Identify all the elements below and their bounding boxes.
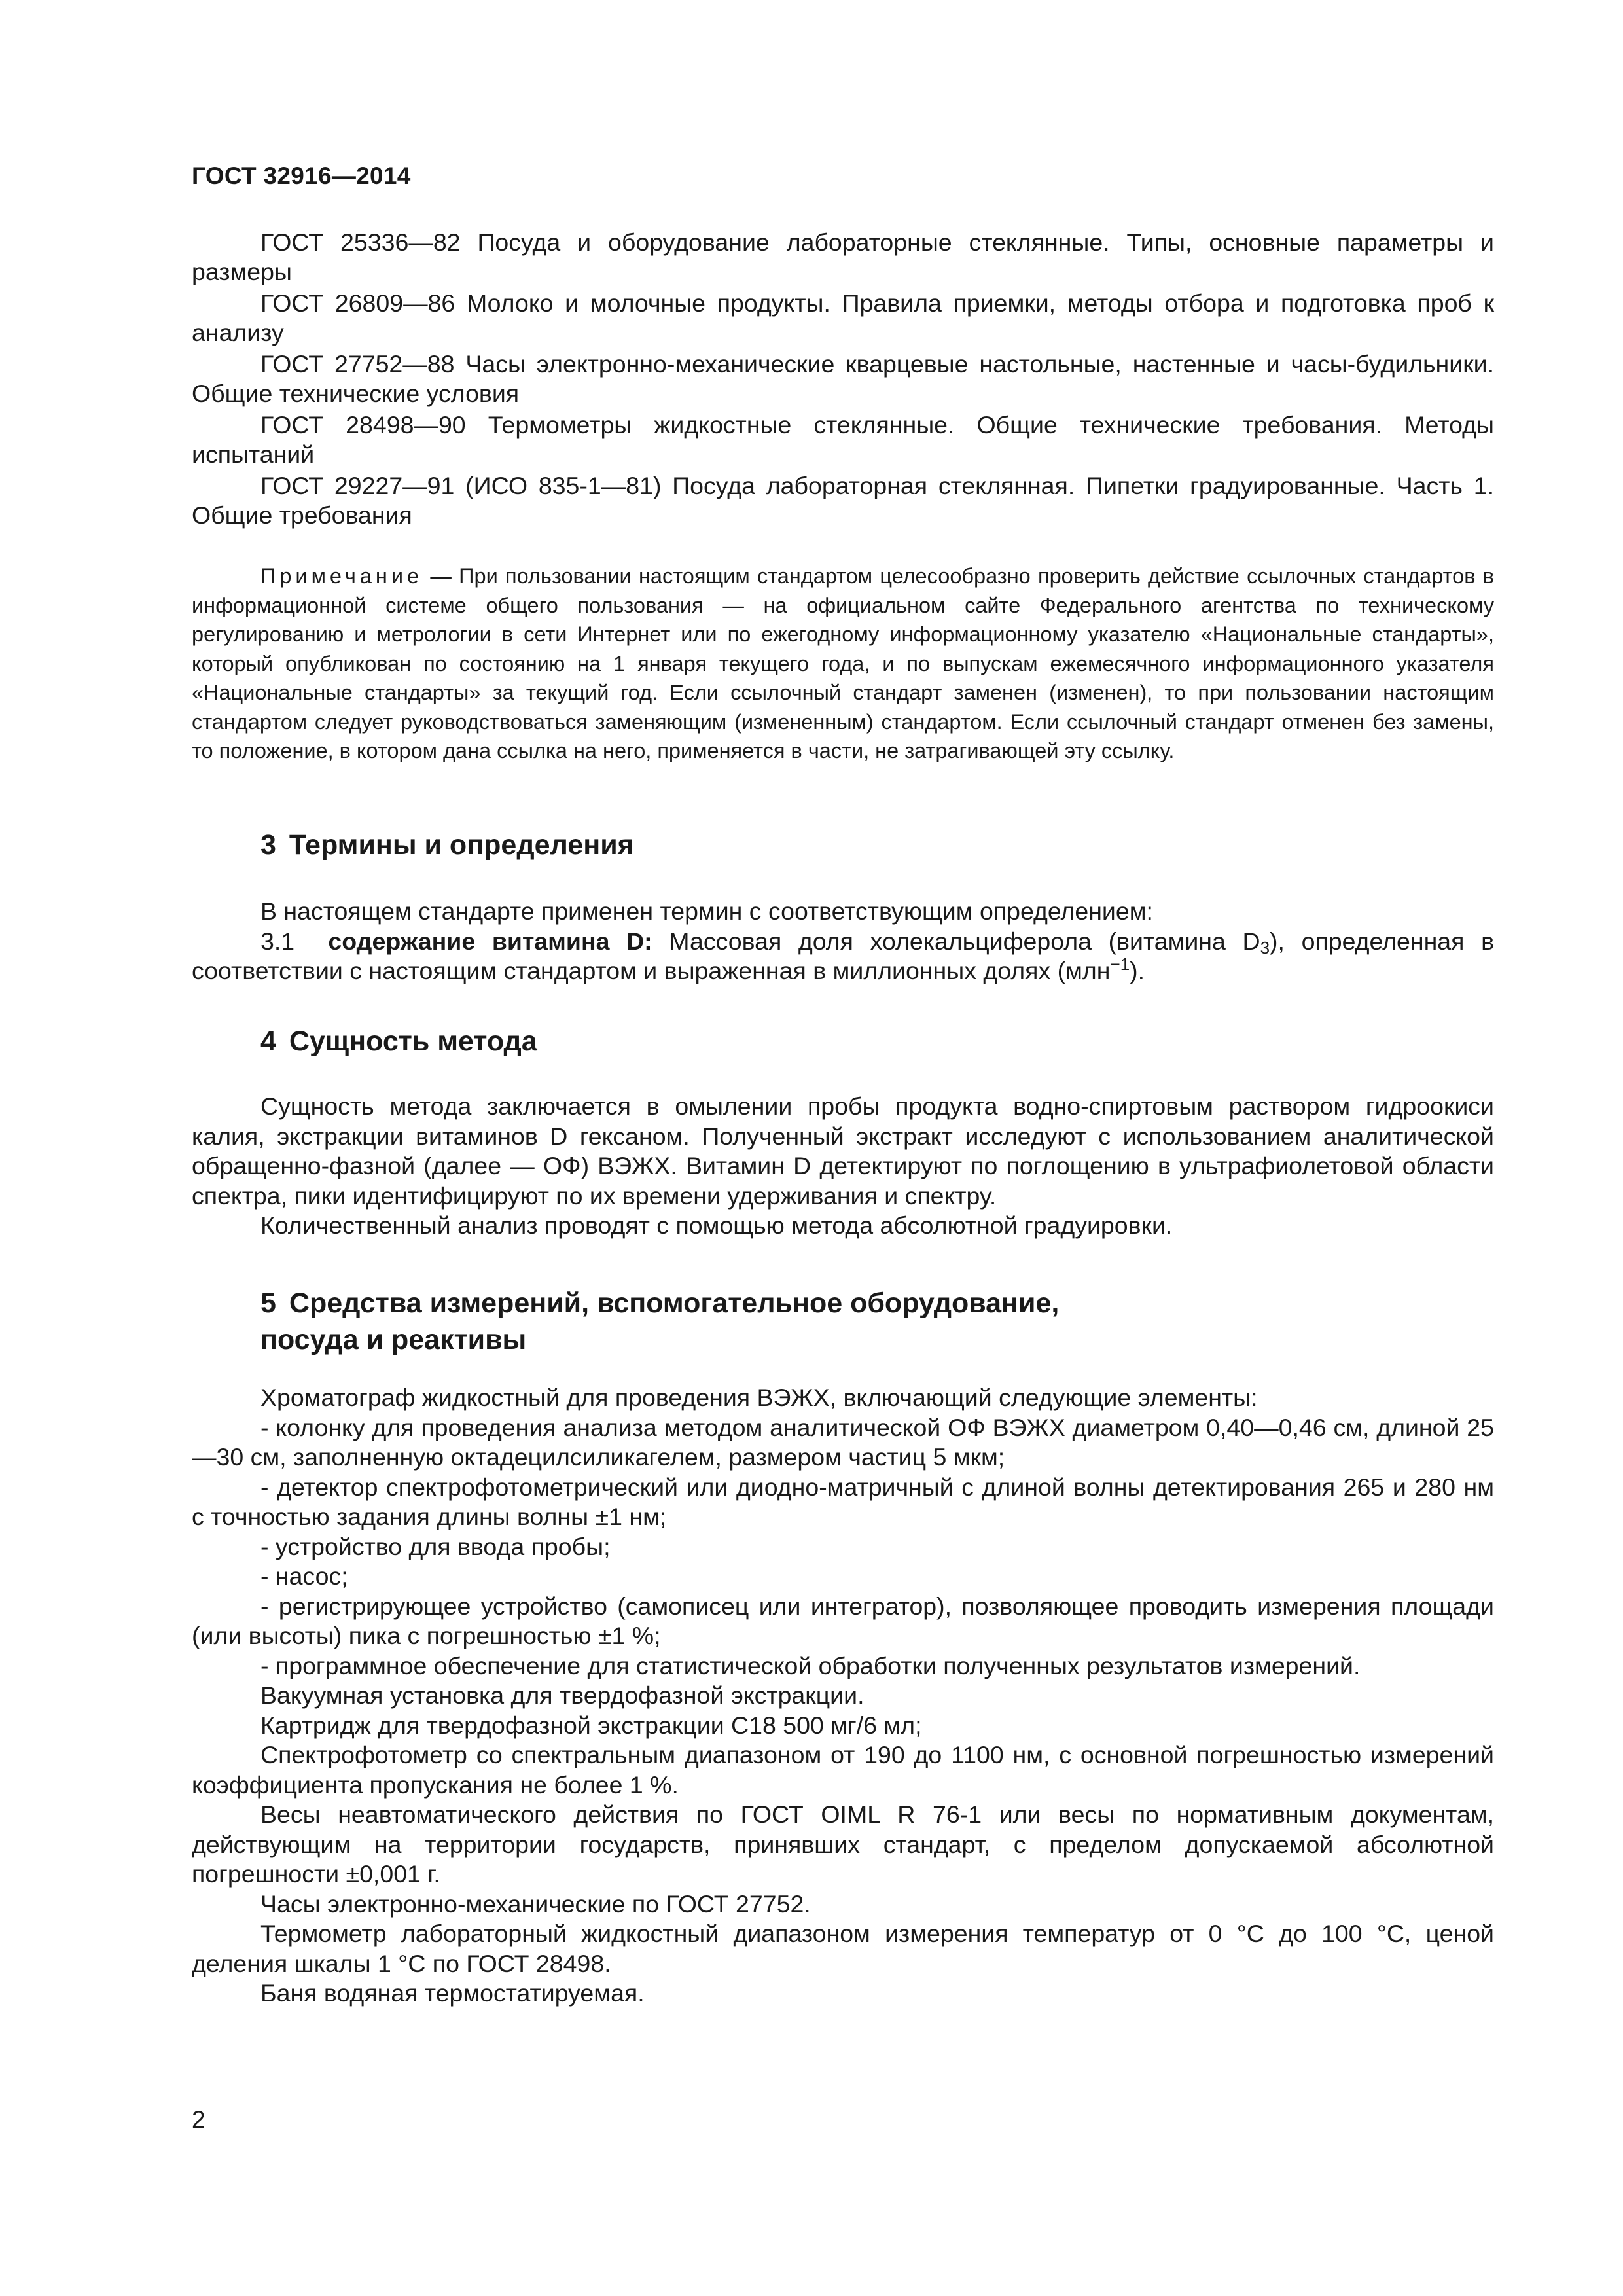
note-text: — При пользовании настоящим стандартом целесообразно проверить действие ссылочных стандартов в информационной системе общего пользования — на официальном сайте Федерального агентства по техническому регулированию и метрологии в сети Интернет или по ежегодному информационному указателю «Национальные стандарты», который опубликован по состоянию на 1 января текущего года, и по выпускам ежемесячного информационного указателя «Национальные стандарты» за текущий год. Если ссылочный стандарт заменен (изменен), то при пользовании настоящим стандартом следует руководствоваться заменяющим (измененным) стандартом. Если ссылочный стандарт отменен без замены, то положение, в котором дана ссылка на него, применяется в части, не затрагивающей эту ссылку. xyxy=(192,564,1494,762)
paragraph: Хроматограф жидкостный для проведения ВЭЖХ, включающий следующие элементы: xyxy=(260,1384,1258,1411)
definition-subscript: 3 xyxy=(1260,937,1270,958)
section-5-heading xyxy=(260,1285,1059,1358)
reference-item: ГОСТ 25336—82 Посуда и оборудование лабораторные стеклянные. Типы, основные параметры и размеры xyxy=(192,228,1494,285)
reference-item: ГОСТ 29227—91 (ИСО 835-1—81) Посуда лабораторная стеклянная. Пипетки градуированные. Часть 1. Общие требования xyxy=(192,472,1494,529)
document-header: ГОСТ 32916—2014 xyxy=(192,162,411,189)
list-item: - колонку для проведения анализа методом аналитической ОФ ВЭЖХ диаметром 0,40—0,46 см, длиной 25—30 см, заполненную октадецилсиликагелем, размером частиц 5 мкм; xyxy=(192,1413,1494,1471)
term-number: 3.1 xyxy=(260,927,295,955)
term-name: содержание витамина D: xyxy=(328,927,652,955)
paragraph: Весы неавтоматического действия по ГОСТ OIML R 76-1 или весы по нормативным документам, действующим на территории государств, принявших стандарт, с пределом допускаемой абсолютной погрешности ±0,001 г. xyxy=(192,1801,1494,1888)
section-number: 4 xyxy=(260,1026,276,1057)
list-item: - насос; xyxy=(260,1562,348,1590)
definition-text: ). xyxy=(1130,957,1145,984)
section-5-body xyxy=(192,1383,1494,2009)
list-item: - регистрирующее устройство (самописец или интегратор), позволяющее проводить измерения площади (или высоты) пика с погрешностью ±1 %; xyxy=(192,1592,1494,1649)
section-title-line-2: посуда и реактивы xyxy=(260,1324,527,1355)
section-4-body xyxy=(192,1092,1494,1241)
normative-references-list xyxy=(192,228,1494,532)
paragraph: Термометр лабораторный жидкостный диапазоном измерения температур от 0 °С до 100 °С, ценой деления шкалы 1 °С по ГОСТ 28498. xyxy=(192,1920,1494,1977)
paragraph: Часы электронно-механические по ГОСТ 27752. xyxy=(260,1890,811,1918)
paragraph: Баня водяная термостатируемая. xyxy=(260,1979,645,2007)
paragraph: Количественный анализ проводят с помощью метода абсолютной градуировки. xyxy=(260,1211,1173,1239)
note-label: Примечание xyxy=(260,564,423,588)
section-number: 5 xyxy=(260,1287,276,1319)
definition-text: ), определенная в соответствии с настоящим стандартом и выраженная в миллионных долях (млн xyxy=(192,927,1494,984)
section-3-body xyxy=(192,897,1494,986)
paragraph: Вакуумная установка для твердофазной экстракции. xyxy=(260,1681,865,1709)
definition-text: Массовая доля холекальциферола (витамина D xyxy=(652,927,1260,955)
section-3-intro: В настоящем стандарте применен термин с соответствующим определением: xyxy=(260,897,1153,925)
section-title-line-1: Средства измерений, вспомогательное оборудование, xyxy=(289,1287,1060,1319)
list-item: - устройство для ввода пробы; xyxy=(260,1532,611,1560)
section-4-heading xyxy=(260,1023,537,1060)
reference-item: ГОСТ 27752—88 Часы электронно-механические кварцевые настольные, настенные и часы-будильники. Общие технические условия xyxy=(192,350,1494,407)
paragraph: Сущность метода заключается в омылении пробы продукта водно-спиртовым раствором гидроокиси калия, экстракции витаминов D гексаном. Полученный экстракт исследуют с использованием аналитической обращенно-фазной (далее — ОФ) ВЭЖХ. Витамин D детектируют по поглощению в ультрафиолетовой области спектра, пики идентифицируют по их времени удерживания и спектру. xyxy=(192,1092,1494,1210)
list-item: - программное обеспечение для статистической обработки полученных результатов измерений. xyxy=(260,1651,1361,1679)
definition-superscript: −1 xyxy=(1110,954,1130,974)
section-title: Сущность метода xyxy=(289,1026,537,1057)
term-definition xyxy=(192,927,1494,986)
paragraph: Картридж для твердофазной экстракции C18 500 мг/6 мл; xyxy=(260,1711,922,1739)
reference-item: ГОСТ 28498—90 Термометры жидкостные стеклянные. Общие технические требования. Методы испытаний xyxy=(192,411,1494,468)
page-number: 2 xyxy=(192,2106,205,2133)
section-number: 3 xyxy=(260,829,276,861)
section-title: Термины и определения xyxy=(289,829,634,861)
section-3-heading xyxy=(260,827,634,863)
note-block xyxy=(192,562,1494,766)
list-item: - детектор спектрофотометрический или диодно-матричный с длиной волны детектирования 265 и 280 нм с точностью задания длины волны ±1 нм; xyxy=(192,1473,1494,1530)
reference-item: ГОСТ 26809—86 Молоко и молочные продукты. Правила приемки, методы отбора и подготовка проб к анализу xyxy=(192,289,1494,346)
paragraph: Спектрофотометр со спектральным диапазоном от 190 до 1100 нм, с основной погрешностью измерений коэффициента пропускания не более 1 %. xyxy=(192,1741,1494,1799)
